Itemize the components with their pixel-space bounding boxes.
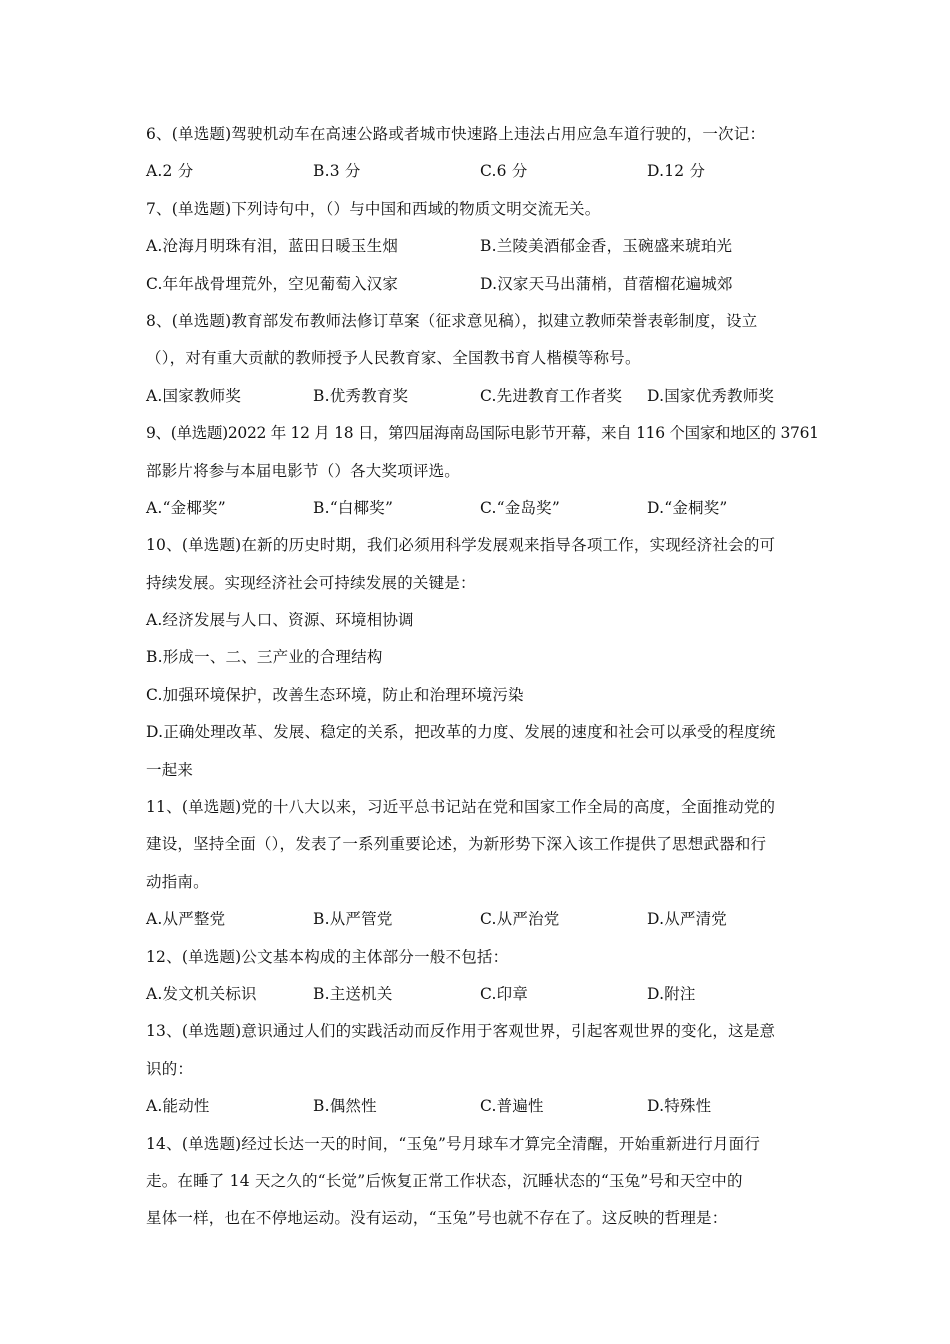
question-6-stem: 6、(单选题)驾驶机动车在高速公路或者城市快速路上违法占用应急车道行驶的，一次记： — [146, 125, 766, 143]
question-10-stem-line-1: 10、(单选题)在新的历史时期，我们必须用科学发展观来指导各项工作，实现经济社会的可 — [146, 536, 776, 555]
option-d: D.正确处理改革、发展、稳定的关系，把改革的力度、发展的速度和社会可以承受的程度统 — [146, 723, 776, 742]
question-11-options — [146, 901, 810, 938]
question-9-stem-line-1: 9、(单选题)2022 年 12 月 18 日，第四届海南岛国际电影节开幕，来自 116 个国家和地区的 3761 — [146, 424, 819, 443]
option-a: A.“金椰奖” — [146, 498, 226, 517]
option-d: D.附注 — [647, 984, 696, 1003]
question-14-stem-line-1: 14、(单选题)经过长达一天的时间，“玉兔”号月球车才算完全清醒，开始重新进行月面行 — [146, 1134, 761, 1153]
question-7-stem: 7、(单选题)下列诗句中，（）与中国和西域的物质文明交流无关。 — [146, 199, 601, 218]
question-7-options-row-2 — [146, 266, 810, 303]
option-d: D.12 分 — [647, 162, 706, 181]
option-c: C.“金岛奖” — [480, 498, 560, 517]
option-d: D.从严清党 — [647, 910, 728, 929]
question-12-options — [146, 976, 810, 1013]
option-c: C.印章 — [480, 984, 529, 1003]
option-b: B.从严管党 — [313, 910, 393, 929]
option-a: A.国家教师奖 — [146, 386, 242, 405]
question-list — [146, 116, 819, 1238]
option-b: B.优秀教育奖 — [313, 386, 409, 405]
option-b: B.3 分 — [313, 162, 361, 181]
question-13-stem-line-1: 13、(单选题)意识通过人们的实践活动而反作用于客观世界，引起客观世界的变化，这是意 — [146, 1022, 776, 1041]
question-13-stem-line-2: 识的： — [146, 1059, 194, 1078]
question-6-options — [146, 153, 810, 190]
question-13-options — [146, 1088, 810, 1125]
option-a: A.经济发展与人口、资源、环境相协调 — [146, 611, 414, 630]
option-d-continued: 一起来 — [146, 760, 194, 779]
option-a: A.沧海月明珠有泪，蓝田日暖玉生烟 — [146, 237, 399, 256]
question-11-stem-line-1: 11、(单选题)党的十八大以来，习近平总书记站在党和国家工作全局的高度，全面推动党的 — [146, 798, 776, 817]
option-d: D.“金桐奖” — [647, 498, 728, 517]
option-b: B.兰陵美酒郁金香，玉碗盛来琥珀光 — [480, 237, 733, 256]
question-14-stem-line-2: 走。在睡了 14 天之久的“长觉”后恢复正常工作状态，沉睡状态的“玉兔”号和天空中的 — [146, 1171, 743, 1190]
question-8-stem-line-2: （），对有重大贡献的教师授予人民教育家、全国教书育人楷模等称号。 — [146, 349, 641, 368]
question-11-stem-line-3: 动指南。 — [146, 872, 209, 891]
option-d: D.国家优秀教师奖 — [647, 386, 775, 405]
option-a: A.发文机关标识 — [146, 984, 257, 1003]
question-12-stem: 12、(单选题)公文基本构成的主体部分一般不包括： — [146, 947, 509, 966]
question-10-stem-line-2: 持续发展。实现经济社会可持续发展的关键是： — [146, 573, 476, 592]
option-a: A.从严整党 — [146, 910, 226, 929]
option-d: D.汉家天马出蒲梢，苜蓿榴花遍城郊 — [480, 274, 733, 293]
question-9-stem-line-2: 部影片将参与本届电影节（）各大奖项评选。 — [146, 461, 461, 480]
option-b: B.偶然性 — [313, 1097, 377, 1116]
option-c: C.从严治党 — [480, 910, 560, 929]
option-a: A.2 分 — [146, 162, 194, 181]
option-c: C.6 分 — [480, 162, 528, 181]
option-c: C.加强环境保护，改善生态环境，防止和治理环境污染 — [146, 685, 524, 704]
question-8-stem-line-1: 8、(单选题)教育部发布教师法修订草案（征求意见稿），拟建立教师荣誉表彰制度，设立 — [146, 311, 758, 330]
option-b: B.“白椰奖” — [313, 498, 394, 517]
option-d: D.特殊性 — [647, 1097, 712, 1116]
question-11-stem-line-2: 建设，坚持全面（），发表了一系列重要论述，为新形势下深入该工作提供了思想武器和行 — [146, 835, 767, 854]
option-c: C.先进教育工作者奖 — [480, 386, 623, 405]
option-c: C.年年战骨埋荒外，空见葡萄入汉家 — [146, 274, 399, 293]
question-7-options-row-1 — [146, 228, 810, 265]
option-b: B.形成一、二、三产业的合理结构 — [146, 648, 383, 667]
option-a: A.能动性 — [146, 1097, 210, 1116]
option-c: C.普遍性 — [480, 1097, 544, 1116]
option-b: B.主送机关 — [313, 984, 393, 1003]
question-9-options — [146, 490, 810, 527]
question-14-stem-line-3: 星体一样，也在不停地运动。没有运动，“玉兔”号也就不存在了。这反映的哲理是： — [146, 1209, 728, 1228]
question-8-options — [146, 378, 810, 415]
